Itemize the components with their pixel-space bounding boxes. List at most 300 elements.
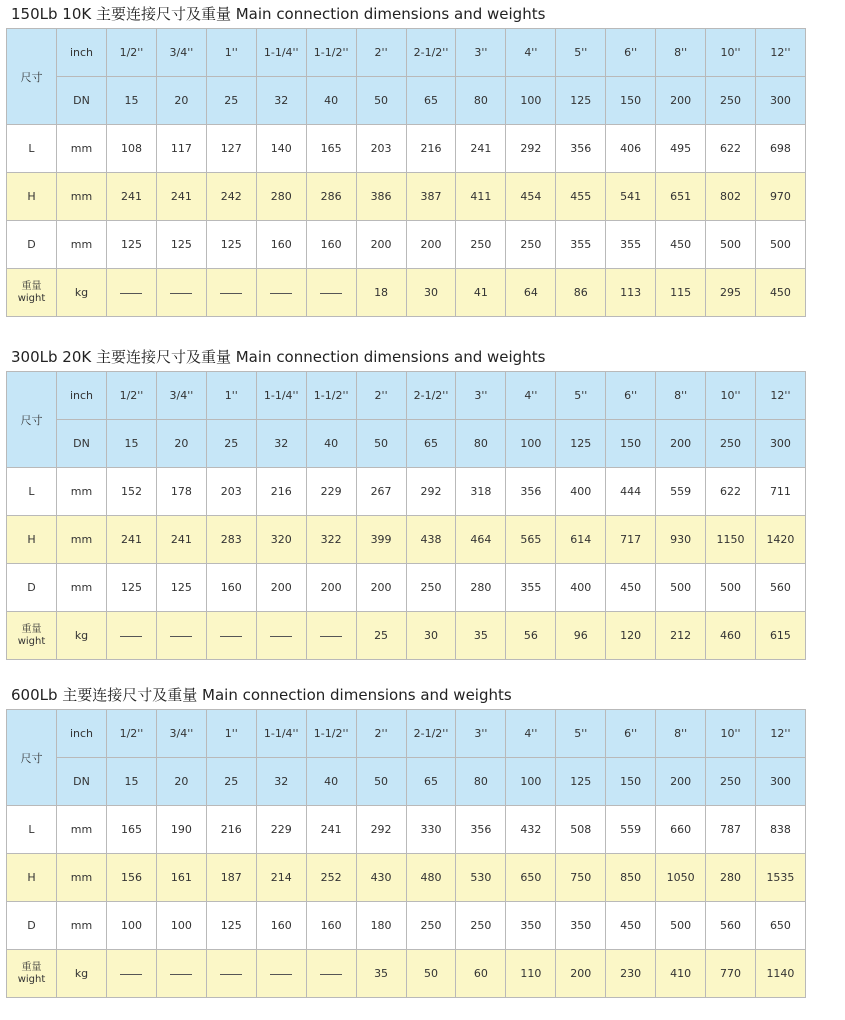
l-cell: 190 [156, 806, 206, 854]
d-cell: 125 [107, 221, 157, 269]
l-cell: 229 [306, 468, 356, 516]
d-cell: 450 [656, 221, 706, 269]
dimension-table [6, 28, 806, 317]
inch-cell: 3'' [456, 372, 506, 420]
dn-cell: 80 [456, 77, 506, 125]
weight-cell: 115 [656, 269, 706, 317]
dn-cell: 15 [107, 758, 157, 806]
weight-dash-cell [206, 950, 256, 998]
h-cell: 280 [256, 173, 306, 221]
d-cell: 200 [256, 564, 306, 612]
inch-cell: 10'' [706, 372, 756, 420]
row-l [7, 468, 806, 516]
dn-cell: 100 [506, 758, 556, 806]
l-cell: 495 [656, 125, 706, 173]
inch-cell: 3'' [456, 29, 506, 77]
d-cell: 250 [406, 564, 456, 612]
dash-mark [320, 974, 342, 975]
dn-cell: 100 [506, 420, 556, 468]
weight-cell: 615 [755, 612, 805, 660]
h-cell: 386 [356, 173, 406, 221]
dash-mark [220, 636, 242, 637]
d-cell: 100 [107, 902, 157, 950]
weight-cell: 460 [706, 612, 756, 660]
d-cell: 160 [256, 221, 306, 269]
h-cell: 161 [156, 854, 206, 902]
h-cell: 286 [306, 173, 356, 221]
weight-label-en: wight [17, 635, 46, 647]
d-cell: 250 [406, 902, 456, 950]
row-dn [7, 77, 806, 125]
h-cell: 187 [206, 854, 256, 902]
weight-label-en: wight [17, 973, 46, 985]
l-cell: 216 [406, 125, 456, 173]
dn-cell: 20 [156, 420, 206, 468]
weight-cell: 96 [556, 612, 606, 660]
kg-unit: kg [57, 269, 107, 317]
l-cell: 267 [356, 468, 406, 516]
mm-unit: mm [57, 125, 107, 173]
dn-cell: 25 [206, 420, 256, 468]
h-cell: 650 [506, 854, 556, 902]
h-cell: 387 [406, 173, 456, 221]
dn-cell: 50 [356, 420, 406, 468]
weight-cell: 25 [356, 612, 406, 660]
h-cell: 717 [606, 516, 656, 564]
dn-unit: DN [57, 77, 107, 125]
h-cell: 280 [706, 854, 756, 902]
dn-unit: DN [57, 758, 107, 806]
h-cell: 241 [156, 516, 206, 564]
weight-cell: 41 [456, 269, 506, 317]
mm-unit: mm [57, 854, 107, 902]
l-cell: 241 [306, 806, 356, 854]
mm-unit: mm [57, 564, 107, 612]
weight-cell: 50 [406, 950, 456, 998]
row-dn [7, 420, 806, 468]
d-cell: 500 [755, 221, 805, 269]
mm-unit: mm [57, 902, 107, 950]
weight-label [7, 950, 57, 998]
weight-dash-cell [156, 269, 206, 317]
inch-unit: inch [57, 372, 107, 420]
dash-mark [270, 293, 292, 294]
inch-cell: 8'' [656, 29, 706, 77]
l-cell: 292 [406, 468, 456, 516]
d-cell: 160 [306, 902, 356, 950]
mm-unit: mm [57, 468, 107, 516]
dn-cell: 65 [406, 420, 456, 468]
l-cell: 622 [706, 468, 756, 516]
dn-cell: 125 [556, 77, 606, 125]
inch-cell: 5'' [556, 372, 606, 420]
inch-unit: inch [57, 29, 107, 77]
inch-cell: 12'' [755, 710, 805, 758]
h-cell: 480 [406, 854, 456, 902]
dn-cell: 25 [206, 77, 256, 125]
dash-mark [220, 293, 242, 294]
h-label: H [7, 516, 57, 564]
l-cell: 711 [755, 468, 805, 516]
h-cell: 430 [356, 854, 406, 902]
inch-cell: 2'' [356, 29, 406, 77]
h-cell: 614 [556, 516, 606, 564]
inch-cell: 8'' [656, 710, 706, 758]
d-cell: 125 [156, 564, 206, 612]
d-cell: 250 [506, 221, 556, 269]
d-cell: 560 [706, 902, 756, 950]
weight-cell: 212 [656, 612, 706, 660]
h-cell: 214 [256, 854, 306, 902]
dn-cell: 15 [107, 420, 157, 468]
h-cell: 930 [656, 516, 706, 564]
dn-cell: 300 [755, 420, 805, 468]
weight-cell: 410 [656, 950, 706, 998]
weight-cell: 113 [606, 269, 656, 317]
dn-cell: 200 [656, 420, 706, 468]
h-label: H [7, 854, 57, 902]
weight-dash-cell [156, 950, 206, 998]
dn-cell: 25 [206, 758, 256, 806]
dash-mark [170, 293, 192, 294]
l-label: L [7, 125, 57, 173]
h-cell: 1150 [706, 516, 756, 564]
d-cell: 560 [755, 564, 805, 612]
weight-label-cn: 重量 [21, 961, 42, 973]
l-cell: 356 [506, 468, 556, 516]
l-cell: 292 [356, 806, 406, 854]
d-cell: 355 [556, 221, 606, 269]
l-cell: 203 [206, 468, 256, 516]
d-cell: 160 [256, 902, 306, 950]
inch-cell: 6'' [606, 29, 656, 77]
d-cell: 355 [506, 564, 556, 612]
d-label: D [7, 221, 57, 269]
dn-cell: 50 [356, 77, 406, 125]
d-cell: 200 [356, 221, 406, 269]
kg-unit: kg [57, 950, 107, 998]
dn-cell: 100 [506, 77, 556, 125]
dn-cell: 125 [556, 420, 606, 468]
dn-cell: 40 [306, 77, 356, 125]
dn-cell: 300 [755, 758, 805, 806]
weight-label-cn: 重量 [21, 280, 42, 292]
weight-dash-cell [256, 612, 306, 660]
inch-cell: 1-1/4'' [256, 710, 306, 758]
dimension-table [6, 709, 806, 998]
weight-cell: 230 [606, 950, 656, 998]
inch-cell: 2'' [356, 372, 406, 420]
l-cell: 559 [606, 806, 656, 854]
section-title: 150Lb 10K 主要连接尺寸及重量 Main connection dimensions and weights [11, 5, 546, 23]
h-cell: 541 [606, 173, 656, 221]
inch-cell: 3'' [456, 710, 506, 758]
h-cell: 651 [656, 173, 706, 221]
d-cell: 350 [556, 902, 606, 950]
section-title: 300Lb 20K 主要连接尺寸及重量 Main connection dimensions and weights [11, 348, 546, 366]
inch-cell: 3/4'' [156, 710, 206, 758]
d-cell: 180 [356, 902, 406, 950]
weight-dash-cell [206, 612, 256, 660]
row-inch [7, 372, 806, 420]
dimension-table [6, 371, 806, 660]
dn-cell: 32 [256, 758, 306, 806]
d-cell: 500 [706, 564, 756, 612]
h-cell: 565 [506, 516, 556, 564]
d-cell: 400 [556, 564, 606, 612]
inch-cell: 1/2'' [107, 372, 157, 420]
row-d [7, 902, 806, 950]
dn-cell: 250 [706, 758, 756, 806]
d-cell: 500 [706, 221, 756, 269]
d-cell: 350 [506, 902, 556, 950]
weight-dash-cell [256, 950, 306, 998]
d-cell: 450 [606, 564, 656, 612]
l-cell: 622 [706, 125, 756, 173]
size-label: 尺寸 [7, 710, 57, 806]
inch-cell: 1'' [206, 29, 256, 77]
inch-cell: 1-1/2'' [306, 710, 356, 758]
weight-dash-cell [206, 269, 256, 317]
dash-mark [220, 974, 242, 975]
dn-cell: 300 [755, 77, 805, 125]
inch-cell: 1-1/4'' [256, 372, 306, 420]
d-cell: 125 [206, 221, 256, 269]
l-label: L [7, 468, 57, 516]
h-cell: 455 [556, 173, 606, 221]
h-cell: 283 [206, 516, 256, 564]
dn-cell: 250 [706, 420, 756, 468]
l-label: L [7, 806, 57, 854]
h-cell: 322 [306, 516, 356, 564]
l-cell: 356 [456, 806, 506, 854]
weight-cell: 200 [556, 950, 606, 998]
l-cell: 787 [706, 806, 756, 854]
weight-dash-cell [156, 612, 206, 660]
dash-mark [120, 974, 142, 975]
inch-cell: 12'' [755, 372, 805, 420]
l-cell: 330 [406, 806, 456, 854]
h-cell: 438 [406, 516, 456, 564]
dash-mark [120, 636, 142, 637]
h-cell: 399 [356, 516, 406, 564]
d-cell: 250 [456, 902, 506, 950]
inch-cell: 4'' [506, 372, 556, 420]
d-label: D [7, 564, 57, 612]
weight-cell: 60 [456, 950, 506, 998]
d-cell: 280 [456, 564, 506, 612]
inch-cell: 12'' [755, 29, 805, 77]
weight-dash-cell [256, 269, 306, 317]
l-cell: 127 [206, 125, 256, 173]
mm-unit: mm [57, 516, 107, 564]
row-dn [7, 758, 806, 806]
mm-unit: mm [57, 221, 107, 269]
inch-cell: 1/2'' [107, 710, 157, 758]
dn-cell: 65 [406, 758, 456, 806]
l-cell: 165 [306, 125, 356, 173]
inch-cell: 2'' [356, 710, 406, 758]
weight-dash-cell [107, 612, 157, 660]
l-cell: 117 [156, 125, 206, 173]
h-cell: 156 [107, 854, 157, 902]
h-cell: 530 [456, 854, 506, 902]
l-cell: 838 [755, 806, 805, 854]
inch-cell: 8'' [656, 372, 706, 420]
l-cell: 432 [506, 806, 556, 854]
d-cell: 200 [406, 221, 456, 269]
inch-cell: 5'' [556, 710, 606, 758]
inch-cell: 5'' [556, 29, 606, 77]
dn-cell: 32 [256, 420, 306, 468]
h-cell: 850 [606, 854, 656, 902]
d-cell: 160 [306, 221, 356, 269]
dn-unit: DN [57, 420, 107, 468]
l-cell: 216 [206, 806, 256, 854]
inch-cell: 1-1/2'' [306, 29, 356, 77]
l-cell: 292 [506, 125, 556, 173]
d-label: D [7, 902, 57, 950]
dash-mark [320, 636, 342, 637]
row-inch [7, 710, 806, 758]
weight-cell: 35 [456, 612, 506, 660]
row-h [7, 854, 806, 902]
weight-cell: 64 [506, 269, 556, 317]
l-cell: 229 [256, 806, 306, 854]
l-cell: 444 [606, 468, 656, 516]
dn-cell: 125 [556, 758, 606, 806]
d-cell: 125 [107, 564, 157, 612]
h-cell: 750 [556, 854, 606, 902]
dash-mark [170, 974, 192, 975]
weight-dash-cell [107, 269, 157, 317]
d-cell: 450 [606, 902, 656, 950]
inch-cell: 4'' [506, 29, 556, 77]
dn-cell: 65 [406, 77, 456, 125]
row-inch [7, 29, 806, 77]
dn-cell: 80 [456, 420, 506, 468]
d-cell: 355 [606, 221, 656, 269]
inch-cell: 10'' [706, 710, 756, 758]
dn-cell: 200 [656, 758, 706, 806]
kg-unit: kg [57, 612, 107, 660]
weight-cell: 120 [606, 612, 656, 660]
l-cell: 660 [656, 806, 706, 854]
row-d [7, 564, 806, 612]
h-cell: 1535 [755, 854, 805, 902]
weight-dash-cell [306, 950, 356, 998]
weight-cell: 86 [556, 269, 606, 317]
weight-cell: 56 [506, 612, 556, 660]
dash-mark [170, 636, 192, 637]
dn-cell: 80 [456, 758, 506, 806]
size-label: 尺寸 [7, 372, 57, 468]
inch-cell: 1-1/2'' [306, 372, 356, 420]
dn-cell: 150 [606, 758, 656, 806]
h-cell: 411 [456, 173, 506, 221]
weight-label-en: wight [17, 292, 46, 304]
dn-cell: 200 [656, 77, 706, 125]
row-h [7, 516, 806, 564]
weight-label-cn: 重量 [21, 623, 42, 635]
weight-dash-cell [306, 612, 356, 660]
l-cell: 152 [107, 468, 157, 516]
inch-cell: 3/4'' [156, 372, 206, 420]
weight-cell: 110 [506, 950, 556, 998]
h-cell: 242 [206, 173, 256, 221]
l-cell: 178 [156, 468, 206, 516]
inch-cell: 2-1/2'' [406, 29, 456, 77]
dn-cell: 20 [156, 77, 206, 125]
h-cell: 1420 [755, 516, 805, 564]
h-cell: 1050 [656, 854, 706, 902]
row-weight [7, 950, 806, 998]
inch-cell: 1/2'' [107, 29, 157, 77]
h-cell: 320 [256, 516, 306, 564]
dn-cell: 40 [306, 420, 356, 468]
dash-mark [320, 293, 342, 294]
dn-cell: 32 [256, 77, 306, 125]
row-l [7, 806, 806, 854]
inch-cell: 6'' [606, 372, 656, 420]
d-cell: 100 [156, 902, 206, 950]
l-cell: 203 [356, 125, 406, 173]
l-cell: 698 [755, 125, 805, 173]
inch-cell: 3/4'' [156, 29, 206, 77]
weight-cell: 770 [706, 950, 756, 998]
l-cell: 508 [556, 806, 606, 854]
dn-cell: 40 [306, 758, 356, 806]
l-cell: 216 [256, 468, 306, 516]
dash-mark [120, 293, 142, 294]
d-cell: 250 [456, 221, 506, 269]
dn-cell: 15 [107, 77, 157, 125]
dn-cell: 20 [156, 758, 206, 806]
l-cell: 406 [606, 125, 656, 173]
weight-cell: 30 [406, 269, 456, 317]
section-title: 600Lb 主要连接尺寸及重量 Main connection dimensions and weights [11, 686, 512, 704]
h-cell: 464 [456, 516, 506, 564]
inch-cell: 1'' [206, 372, 256, 420]
mm-unit: mm [57, 806, 107, 854]
d-cell: 500 [656, 902, 706, 950]
row-weight [7, 269, 806, 317]
size-label: 尺寸 [7, 29, 57, 125]
d-cell: 125 [156, 221, 206, 269]
dash-mark [270, 974, 292, 975]
dn-cell: 50 [356, 758, 406, 806]
d-cell: 125 [206, 902, 256, 950]
weight-label [7, 612, 57, 660]
h-cell: 241 [107, 173, 157, 221]
l-cell: 318 [456, 468, 506, 516]
h-cell: 970 [755, 173, 805, 221]
weight-cell: 450 [755, 269, 805, 317]
h-cell: 241 [107, 516, 157, 564]
weight-cell: 1140 [755, 950, 805, 998]
inch-cell: 4'' [506, 710, 556, 758]
d-cell: 160 [206, 564, 256, 612]
l-cell: 400 [556, 468, 606, 516]
weight-cell: 30 [406, 612, 456, 660]
dash-mark [270, 636, 292, 637]
weight-cell: 18 [356, 269, 406, 317]
inch-cell: 1-1/4'' [256, 29, 306, 77]
d-cell: 200 [306, 564, 356, 612]
l-cell: 108 [107, 125, 157, 173]
dn-cell: 150 [606, 77, 656, 125]
l-cell: 356 [556, 125, 606, 173]
